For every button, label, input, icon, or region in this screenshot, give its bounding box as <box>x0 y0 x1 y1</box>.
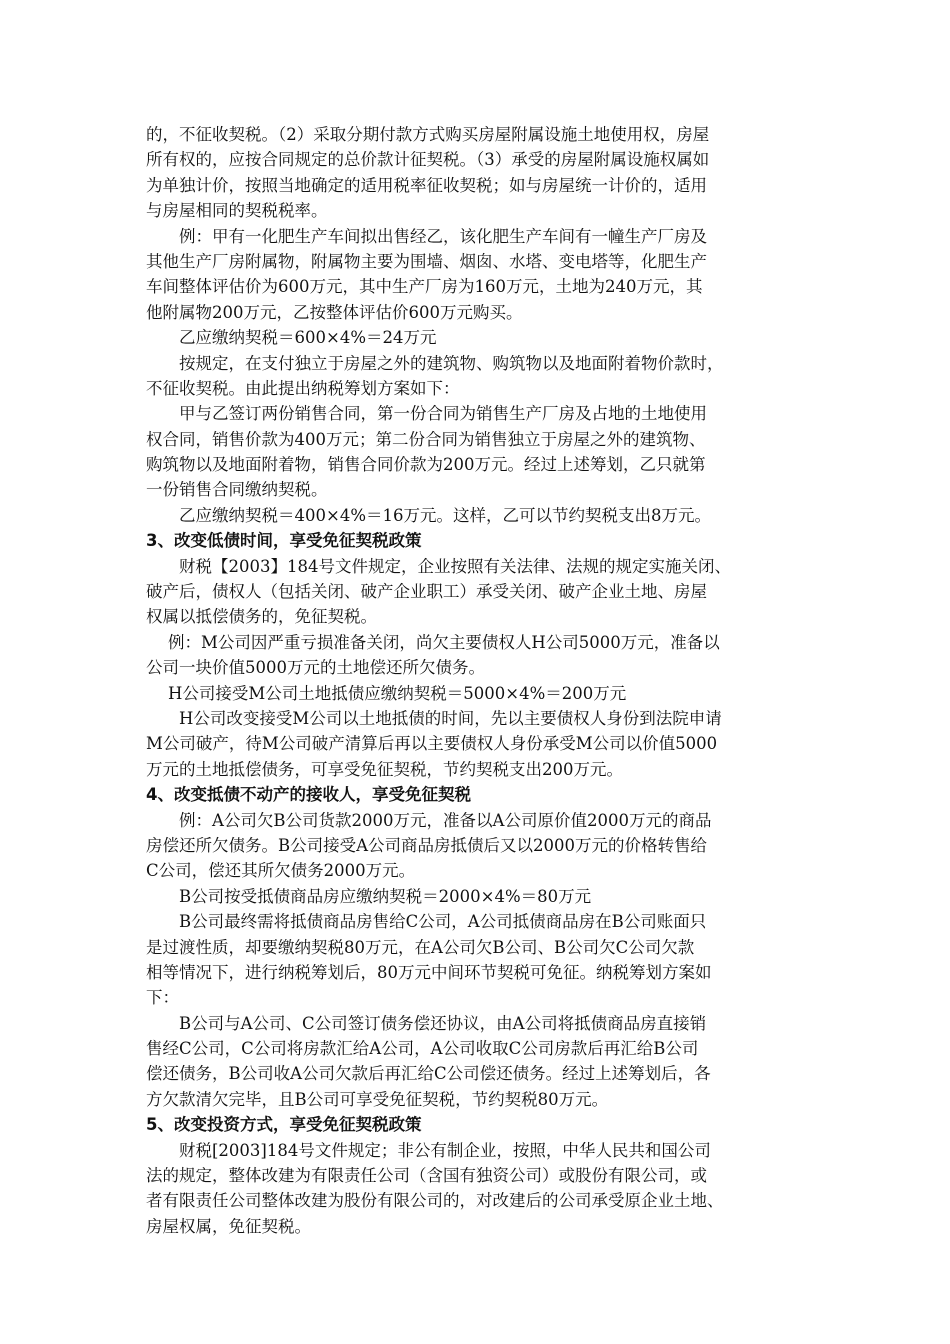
paragraph-line: 是过渡性质，却要缴纳契税80万元，在A公司欠B公司、B公司欠C公司欠款 <box>146 937 695 957</box>
paragraph-line: 为单独计价，按照当地确定的适用税率征收契税；如与房屋统一计价的，适用 <box>146 175 707 195</box>
paragraph-line: 按规定，在支付独立于房屋之外的建筑物、购筑物以及地面附着物价款时， <box>179 353 724 373</box>
paragraph-line: 权合同，销售价款为400万元；第二份合同为销售独立于房屋之外的建筑物、 <box>146 429 706 449</box>
paragraph-line: 者有限责任公司整体改建为股份有限公司的，对改建后的公司承受原企业土地、 <box>146 1191 724 1211</box>
section-heading: 5、改变投资方式，享受免征契税政策 <box>146 1115 422 1135</box>
paragraph-line: 下： <box>146 988 179 1008</box>
formula-line: 乙应缴纳契税＝400×4%＝16万元。这样，乙可以节约契税支出8万元。 <box>179 505 711 525</box>
paragraph-line: 财税[2003]184号文件规定；非公有制企业，按照，中华人民共和国公司 <box>179 1140 711 1160</box>
paragraph-line: 的，不征收契税。（2）采取分期付款方式购买房屋附属设施土地使用权，房屋 <box>146 125 710 144</box>
paragraph-line: 房偿还所欠债务。B公司接受A公司商品房抵债后又以2000万元的价格转售给 <box>146 835 708 855</box>
paragraph-line: 其他生产厂房附属物，附属物主要为围墙、烟囱、水塔、变电塔等，化肥生产 <box>146 251 707 271</box>
paragraph-line: 甲与乙签订两份销售合同，第一份合同为销售生产厂房及占地的土地使用 <box>179 404 707 424</box>
paragraph-line: 例：A公司欠B公司货款2000万元，准备以A公司原价值2000万元的商品 <box>179 810 712 830</box>
paragraph-line: 一份销售合同缴纳契税。 <box>146 480 328 500</box>
formula-line: B公司按受抵债商品房应缴纳契税＝2000×4%＝80万元 <box>179 886 592 906</box>
paragraph-line: 公司一块价值5000万元的土地偿还所欠债务。 <box>146 658 485 678</box>
paragraph-line: 权属以抵偿债务的，免征契税。 <box>146 607 377 627</box>
paragraph-line: 车间整体评估价为600万元，其中生产厂房为160万元，土地为240万元，其 <box>146 277 703 297</box>
paragraph-line: 与房屋相同的契税税率。 <box>146 201 328 221</box>
document-body <box>146 122 810 1239</box>
paragraph-line: B公司与A公司、C公司签订债务偿还协议，由A公司将抵债商品房直接销 <box>179 1013 707 1033</box>
paragraph-line: 不征收契税。由此提出纳税筹划方案如下： <box>146 378 460 398</box>
paragraph-line: M公司破产，待M公司破产清算后再以主要债权人身份承受M公司以价值5000 <box>146 734 718 754</box>
paragraph-line: 偿还债务，B公司收A公司欠款后再汇给C公司偿还债务。经过上述筹划后，各 <box>146 1064 711 1084</box>
paragraph-line: 相等情况下，进行纳税筹划后，80万元中间环节契税可免征。纳税筹划方案如 <box>146 962 712 982</box>
formula-line: H公司接受M公司土地抵债应缴纳契税＝5000×4%＝200万元 <box>168 683 627 703</box>
paragraph-line: 财税【2003】184号文件规定，企业按照有关法律、法规的规定实施关闭、 <box>179 556 731 576</box>
paragraph-line: C公司，偿还其所欠债务2000万元。 <box>146 861 416 881</box>
paragraph-line: 例：甲有一化肥生产车间拟出售经乙，该化肥生产车间有一幢生产厂房及 <box>179 226 707 246</box>
paragraph-line: 例：M公司因严重亏损准备关闭，尚欠主要债权人H公司5000万元，准备以 <box>168 632 720 652</box>
formula-line: 乙应缴纳契税＝600×4%＝24万元 <box>179 328 437 348</box>
paragraph-line: 他附属物200万元，乙按整体评估价600万元购买。 <box>146 302 523 322</box>
paragraph-line: 方欠款清欠完毕，且B公司可享受免征契税，节约契税80万元。 <box>146 1089 609 1109</box>
paragraph-line: 破产后，债权人（包括关闭、破产企业职工）承受关闭、破产企业土地、房屋 <box>146 582 707 602</box>
paragraph-line: 所有权的，应按合同规定的总价款计征契税。（3）承受的房屋附属设施权属如 <box>146 150 710 170</box>
paragraph-line: 法的规定，整体改建为有限责任公司（含国有独资公司）或股份有限公司，或 <box>146 1166 707 1186</box>
paragraph-line: B公司最终需将抵债商品房售给C公司，A公司抵债商品房在B公司账面只 <box>179 912 707 932</box>
section-heading: 4、改变抵债不动产的接收人，享受免征契税 <box>146 785 471 805</box>
paragraph-line: 房屋权属，免征契税。 <box>146 1216 311 1236</box>
section-heading: 3、改变低债时间，享受免征契税政策 <box>146 531 422 551</box>
paragraph-line: 购筑物以及地面附着物，销售合同价款为200万元。经过上述筹划，乙只就第 <box>146 455 706 475</box>
paragraph-line: 售经C公司，C公司将房款汇给A公司，A公司收取C公司房款后再汇给B公司 <box>146 1039 699 1059</box>
paragraph-line: H公司改变接受M公司以土地抵债的时间，先以主要债权人身份到法院申请 <box>179 708 722 728</box>
paragraph-line: 万元的土地抵偿债务，可享受免征契税，节约契税支出200万元。 <box>146 759 623 779</box>
